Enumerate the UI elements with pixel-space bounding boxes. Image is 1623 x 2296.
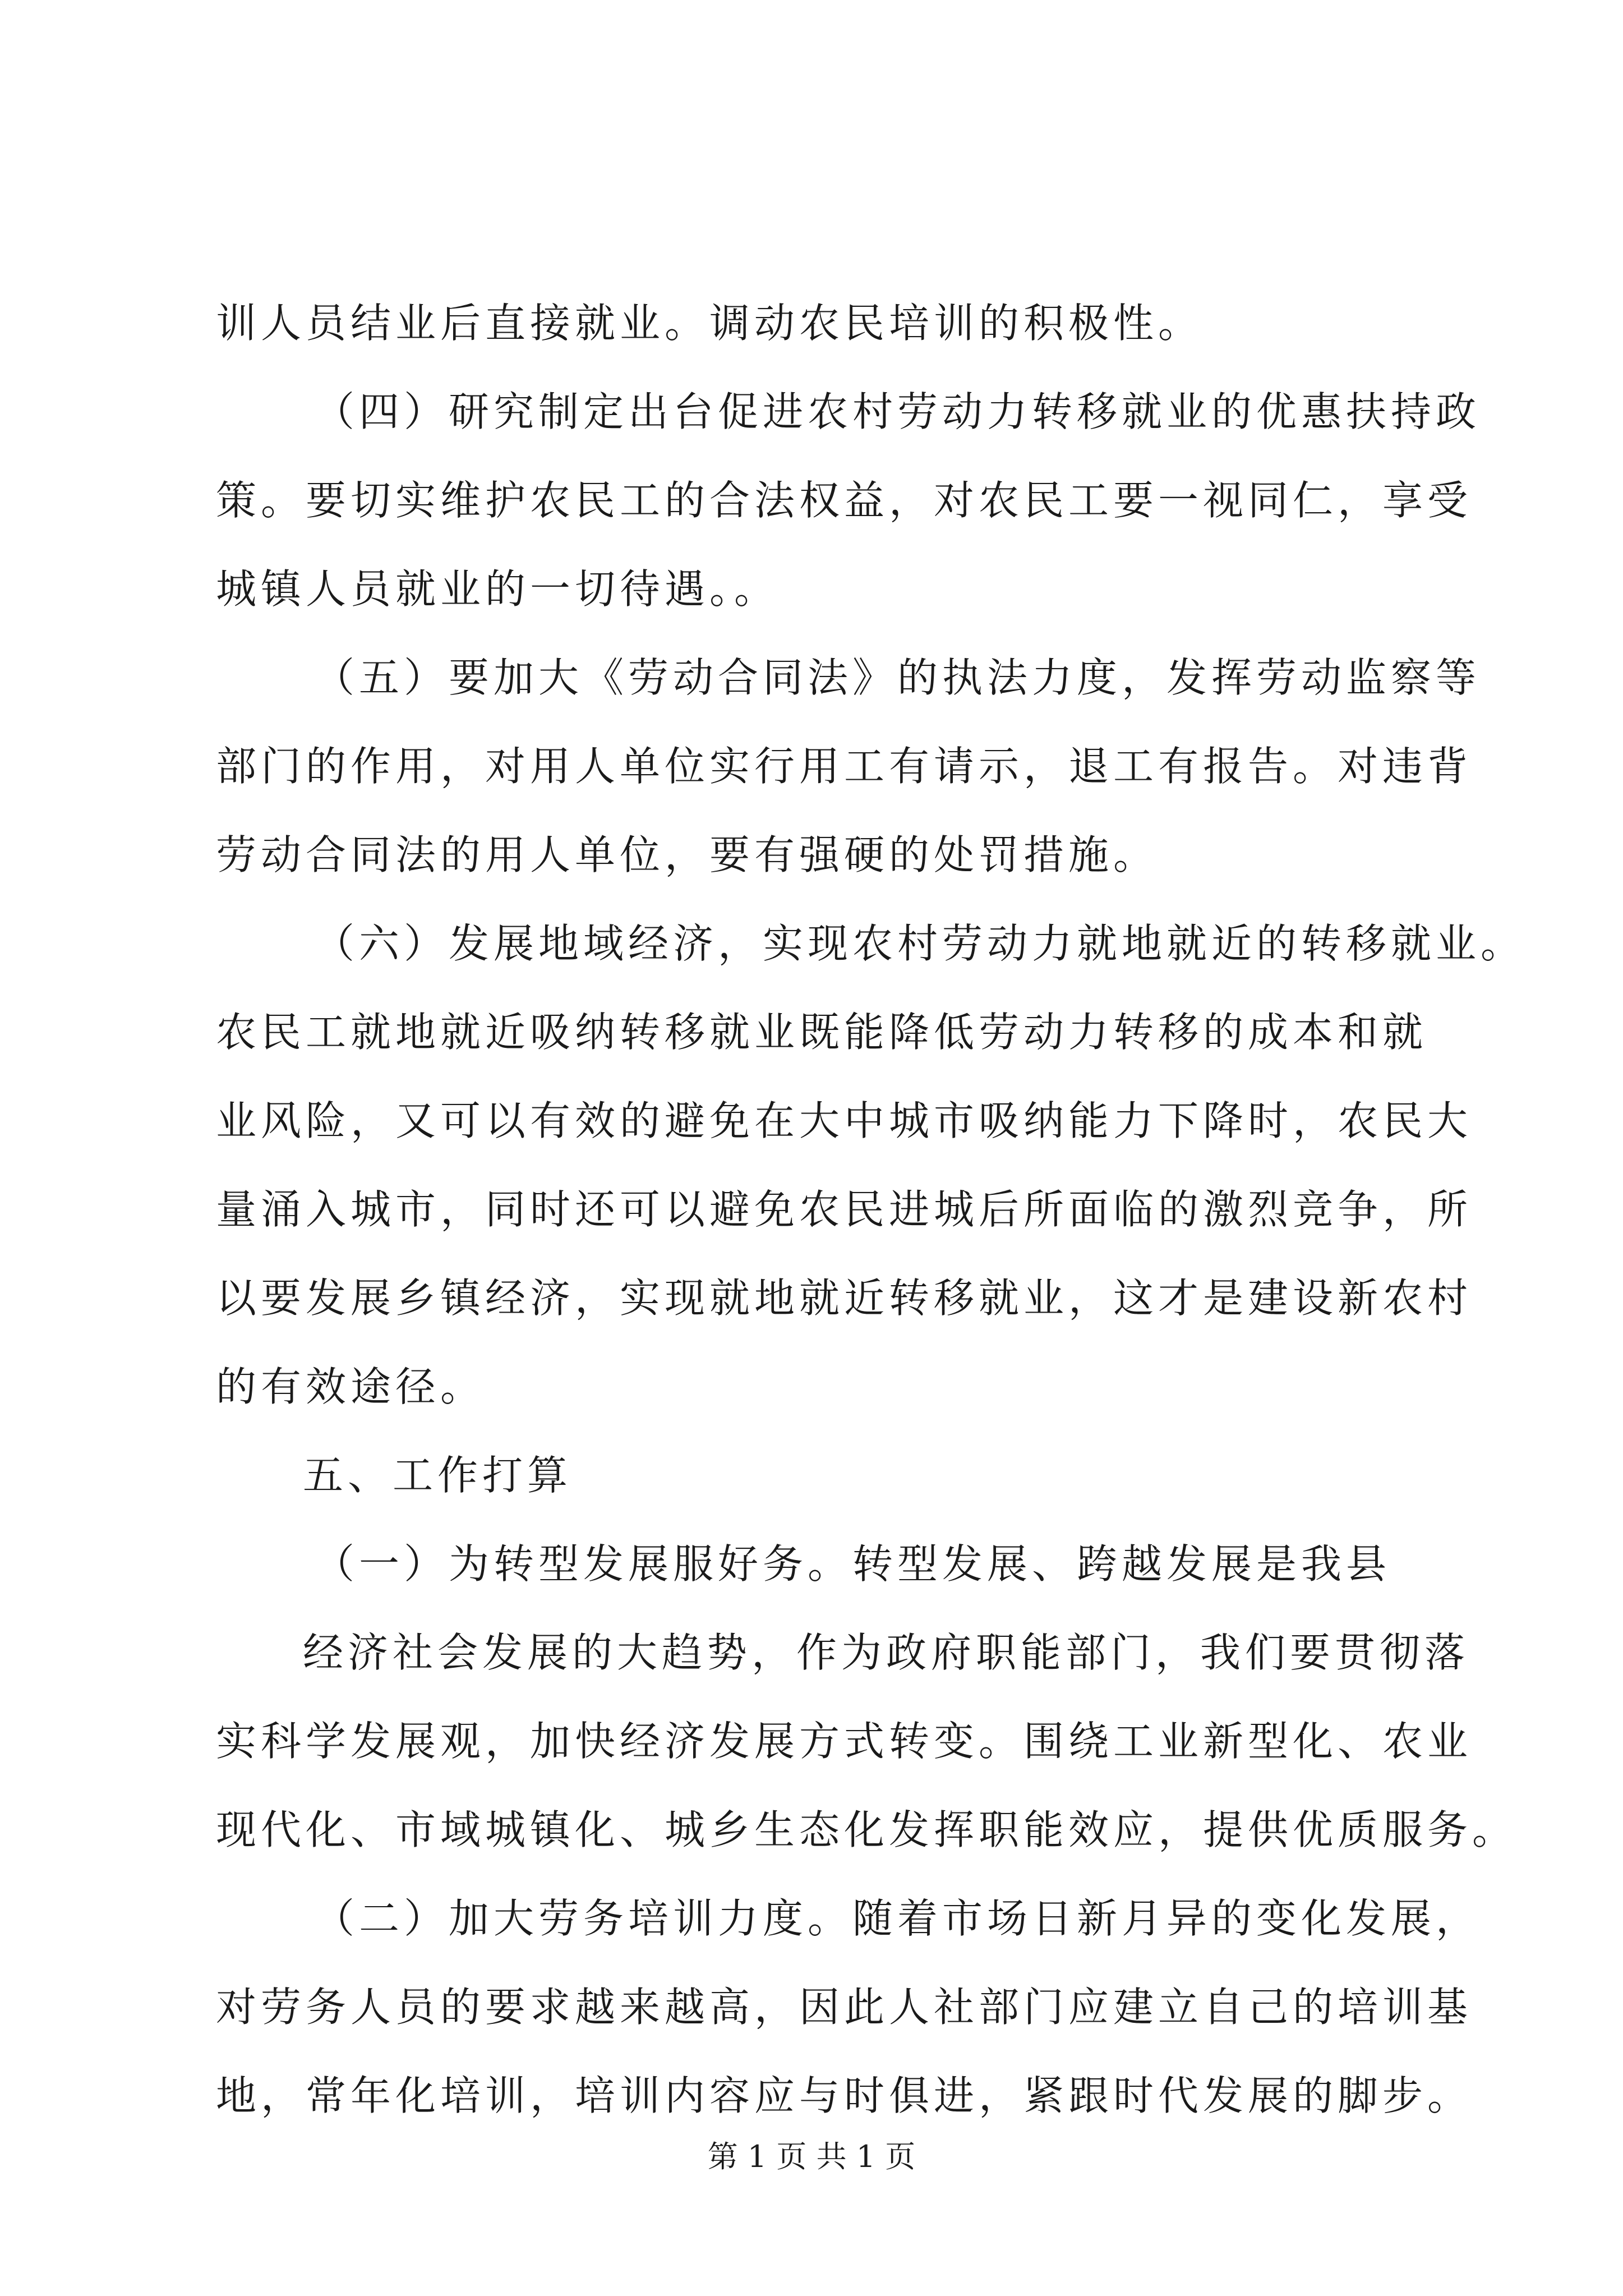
body-line-8: （六）发展地域经济，实现农村劳动力就地就近的转移就业。 (314, 920, 1526, 967)
body-line-20: 对劳务人员的要求越来越高，因此人社部门应建立自己的培训基 (216, 1984, 1473, 2031)
body-line-16: 经济社会发展的大趋势，作为政府职能部门，我们要贯彻落 (303, 1629, 1470, 1676)
body-line-19: （二）加大劳务培训力度。随着市场日新月异的变化发展， (314, 1895, 1481, 1942)
body-line-21: 地，常年化培训，培训内容应与时俱进，紧跟时代发展的脚步。 (216, 2072, 1473, 2119)
body-line-13: 的有效途径。 (216, 1363, 486, 1410)
body-line-15: （一）为转型发展服好务。转型发展、跨越发展是我县 (314, 1540, 1391, 1588)
body-line-1: 训人员结业后直接就业。调动农民培训的积极性。 (216, 300, 1204, 347)
body-line-5: （五）要加大《劳动合同法》的执法力度，发挥劳动监察等 (314, 654, 1481, 701)
page-footer: 第 1 页 共 1 页 (707, 2139, 916, 2174)
body-line-9: 农民工就地就近吸纳转移就业既能降低劳动力转移的成本和就 (216, 1009, 1428, 1056)
body-line-6: 部门的作用，对用人单位实行用工有请示，退工有报告。对违背 (216, 743, 1473, 790)
body-line-2: （四）研究制定出台促进农村劳动力转移就业的优惠扶持政 (314, 388, 1481, 435)
body-line-3: 策。要切实维护农民工的合法权益，对农民工要一视同仁，享受 (216, 477, 1473, 524)
body-line-10: 业风险，又可以有效的避免在大中城市吸纳能力下降时，农民大 (216, 1097, 1473, 1144)
body-line-4: 城镇人员就业的一切待遇。。 (216, 565, 780, 613)
body-line-18: 现代化、市域城镇化、城乡生态化发挥职能效应，提供优质服务。 (216, 1806, 1518, 1853)
body-line-17: 实科学发展观，加快经济发展方式转变。围绕工业新型化、农业 (216, 1718, 1473, 1765)
body-line-11: 量涌入城市，同时还可以避免农民进城后所面临的激烈竞争，所 (216, 1186, 1473, 1233)
body-line-7: 劳动合同法的用人单位，要有强硬的处罚措施。 (216, 831, 1159, 878)
body-line-12: 以要发展乡镇经济，实现就地就近转移就业，这才是建设新农村 (216, 1274, 1473, 1322)
section-heading: 五、工作打算 (303, 1452, 573, 1499)
